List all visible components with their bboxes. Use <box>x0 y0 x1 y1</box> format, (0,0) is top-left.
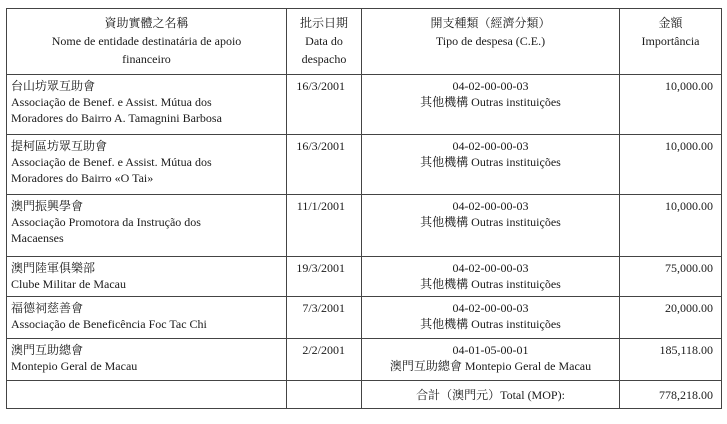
header-amount <box>620 9 722 75</box>
amount-cell: 185,118.00 <box>620 339 722 381</box>
amount-cell: 10,000.00 <box>620 75 722 135</box>
type-cell <box>362 257 620 297</box>
total-amount: 778,218.00 <box>620 381 722 409</box>
type-cell <box>362 135 620 195</box>
entity-cell <box>7 339 287 381</box>
header-date <box>287 9 362 75</box>
expense-code: 04-02-00-00-03 <box>452 79 529 93</box>
entity-name-pt-cont: Moradores do Bairro A. Tamagnini Barbosa <box>11 111 222 125</box>
subsidy-table <box>6 8 722 409</box>
header-date-pt2: despacho <box>301 52 347 66</box>
table-row <box>7 339 722 381</box>
header-entity <box>7 9 287 75</box>
header-amount-zh: 金額 <box>658 16 683 30</box>
expense-type: 其他機構 Outras instituições <box>420 317 561 331</box>
entity-name-pt: Associação de Benef. e Assist. Mútua dos <box>11 95 212 109</box>
entity-name-pt: Clube Militar de Macau <box>11 277 126 291</box>
amount-cell: 20,000.00 <box>620 297 722 339</box>
header-amount-pt1: Importância <box>641 34 700 48</box>
expense-type: 其他機構 Outras instituições <box>420 277 561 291</box>
date-cell: 19/3/2001 <box>287 257 362 297</box>
header-date-zh: 批示日期 <box>299 16 348 30</box>
entity-name-pt: Montepio Geral de Macau <box>11 359 138 373</box>
expense-code: 04-02-00-00-03 <box>452 139 529 153</box>
table-header-row <box>7 9 722 75</box>
document-page <box>6 8 722 409</box>
entity-cell <box>7 297 287 339</box>
entity-name-pt-cont: Macaenses <box>11 231 64 245</box>
entity-name-pt: Associação Promotora da Instrução dos <box>11 215 201 229</box>
expense-code: 04-02-00-00-03 <box>452 301 529 315</box>
expense-type: 其他機構 Outras instituições <box>420 155 561 169</box>
type-cell <box>362 195 620 257</box>
entity-name-zh: 澳門振興學會 <box>11 199 84 213</box>
entity-name-zh: 台山坊眾互助會 <box>11 79 96 93</box>
total-empty-cell <box>7 381 287 409</box>
expense-code: 04-02-00-00-03 <box>452 261 529 275</box>
entity-name-zh: 澳門互助總會 <box>11 343 84 357</box>
entity-cell <box>7 75 287 135</box>
entity-name-pt: Associação de Benef. e Assist. Mútua dos <box>11 155 212 169</box>
header-entity-pt2: financeiro <box>122 52 171 66</box>
entity-cell <box>7 195 287 257</box>
header-entity-zh: 資助實體之名稱 <box>104 16 189 30</box>
type-cell <box>362 75 620 135</box>
amount-cell: 10,000.00 <box>620 135 722 195</box>
amount-cell: 10,000.00 <box>620 195 722 257</box>
expense-type: 其他機構 Outras instituições <box>420 95 561 109</box>
table-row <box>7 195 722 257</box>
expense-code: 04-01-05-00-01 <box>452 343 529 357</box>
table-row <box>7 297 722 339</box>
date-cell: 7/3/2001 <box>287 297 362 339</box>
total-empty-cell <box>287 381 362 409</box>
date-cell: 2/2/2001 <box>287 339 362 381</box>
entity-name-zh: 福德祠慈善會 <box>11 301 84 315</box>
entity-name-pt-cont: Moradores do Bairro «O Tai» <box>11 171 154 185</box>
table-row <box>7 75 722 135</box>
date-cell: 16/3/2001 <box>287 75 362 135</box>
date-cell: 16/3/2001 <box>287 135 362 195</box>
entity-name-zh: 提柯區坊眾互助會 <box>11 139 108 153</box>
total-row <box>7 381 722 409</box>
date-cell: 11/1/2001 <box>287 195 362 257</box>
type-cell <box>362 339 620 381</box>
entity-cell <box>7 257 287 297</box>
expense-code: 04-02-00-00-03 <box>452 199 529 213</box>
header-entity-pt1: Nome de entidade destinatária de apoio <box>51 34 242 48</box>
header-date-pt1: Data do <box>305 34 343 48</box>
header-type-pt1: Tipo de despesa (C.E.) <box>435 34 546 48</box>
type-cell <box>362 297 620 339</box>
table-row <box>7 135 722 195</box>
header-type <box>362 9 620 75</box>
entity-cell <box>7 135 287 195</box>
header-type-zh: 開支種類（經濟分類） <box>430 16 551 30</box>
total-label: 合計（澳門元）Total (MOP): <box>362 381 620 409</box>
entity-name-pt: Associação de Beneficência Foc Tac Chi <box>11 317 207 331</box>
expense-type: 澳門互助總會 Montepio Geral de Macau <box>389 359 592 373</box>
expense-type: 其他機構 Outras instituições <box>420 215 561 229</box>
amount-cell: 75,000.00 <box>620 257 722 297</box>
table-row <box>7 257 722 297</box>
entity-name-zh: 澳門陸軍俱樂部 <box>11 261 96 275</box>
